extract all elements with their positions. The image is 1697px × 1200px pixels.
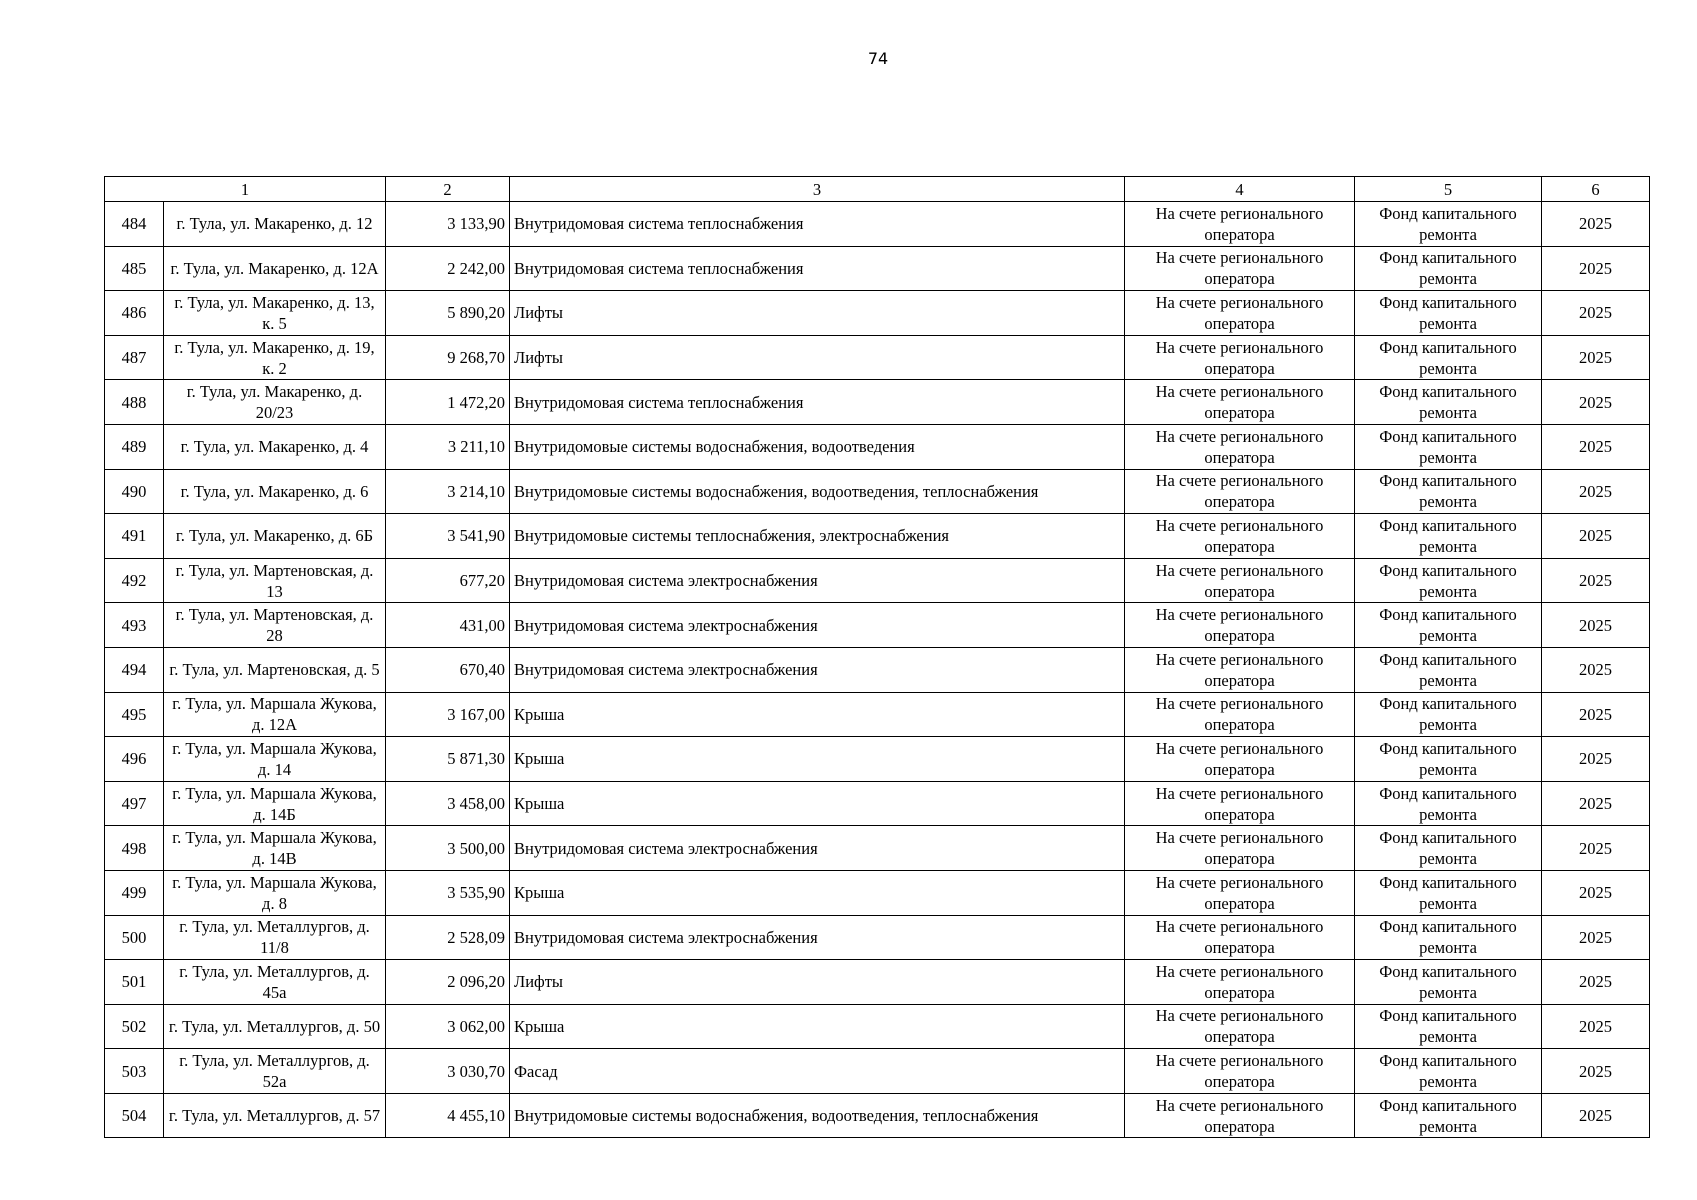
cost-cell: 3 535,90 [386, 870, 510, 915]
cost-cell: 3 541,90 [386, 514, 510, 559]
works-type-cell: Внутридомовые системы водоснабжения, водоотведения, теплоснабжения [510, 1093, 1125, 1138]
address-cell: г. Тула, ул. Макаренко, д. 12 [164, 202, 386, 247]
table-row [105, 647, 1650, 692]
account-method-cell: На счете регионального оператора [1125, 380, 1355, 425]
account-method-cell: На счете регионального оператора [1125, 692, 1355, 737]
cost-cell: 2 528,09 [386, 915, 510, 960]
works-type-cell: Лифты [510, 335, 1125, 380]
row-number-cell: 494 [105, 647, 164, 692]
table-row [105, 603, 1650, 648]
table-row [105, 246, 1650, 291]
works-type-cell: Внутридомовая система электроснабжения [510, 603, 1125, 648]
account-method-cell: На счете регионального оператора [1125, 737, 1355, 782]
column-header-1: 1 [105, 177, 386, 202]
row-number-cell: 492 [105, 558, 164, 603]
year-cell: 2025 [1542, 424, 1650, 469]
row-number-cell: 499 [105, 870, 164, 915]
page-number: 74 [867, 49, 889, 68]
row-number-cell: 502 [105, 1004, 164, 1049]
address-cell: г. Тула, ул. Маршала Жукова, д. 12А [164, 692, 386, 737]
row-number-cell: 488 [105, 380, 164, 425]
account-method-cell: На счете регионального оператора [1125, 469, 1355, 514]
works-type-cell: Внутридомовая система электроснабжения [510, 915, 1125, 960]
address-cell: г. Тула, ул. Мартеновская, д. 28 [164, 603, 386, 648]
address-cell: г. Тула, ул. Макаренко, д. 20/23 [164, 380, 386, 425]
column-header-4: 4 [1125, 177, 1355, 202]
account-method-cell: На счете регионального оператора [1125, 424, 1355, 469]
table-row [105, 960, 1650, 1005]
cost-cell: 3 500,00 [386, 826, 510, 871]
funding-source-cell: Фонд капитального ремонта [1355, 870, 1542, 915]
account-method-cell: На счете регионального оператора [1125, 603, 1355, 648]
funding-source-cell: Фонд капитального ремонта [1355, 647, 1542, 692]
address-cell: г. Тула, ул. Маршала Жукова, д. 14 [164, 737, 386, 782]
table-row [105, 558, 1650, 603]
row-number-cell: 484 [105, 202, 164, 247]
table-row [105, 1049, 1650, 1094]
year-cell: 2025 [1542, 647, 1650, 692]
row-number-cell: 498 [105, 826, 164, 871]
funding-source-cell: Фонд капитального ремонта [1355, 424, 1542, 469]
funding-source-cell: Фонд капитального ремонта [1355, 603, 1542, 648]
year-cell: 2025 [1542, 960, 1650, 1005]
table-body [105, 202, 1650, 1138]
funding-source-cell: Фонд капитального ремонта [1355, 737, 1542, 782]
works-type-cell: Внутридомовые системы водоснабжения, водоотведения [510, 424, 1125, 469]
year-cell: 2025 [1542, 826, 1650, 871]
row-number-cell: 503 [105, 1049, 164, 1094]
year-cell: 2025 [1542, 1049, 1650, 1094]
account-method-cell: На счете регионального оператора [1125, 781, 1355, 826]
year-cell: 2025 [1542, 335, 1650, 380]
account-method-cell: На счете регионального оператора [1125, 558, 1355, 603]
cost-cell: 2 096,20 [386, 960, 510, 1005]
address-cell: г. Тула, ул. Металлургов, д. 52а [164, 1049, 386, 1094]
row-number-cell: 487 [105, 335, 164, 380]
funding-source-cell: Фонд капитального ремонта [1355, 246, 1542, 291]
cost-cell: 670,40 [386, 647, 510, 692]
cost-cell: 2 242,00 [386, 246, 510, 291]
table-row [105, 737, 1650, 782]
funding-source-cell: Фонд капитального ремонта [1355, 1004, 1542, 1049]
address-cell: г. Тула, ул. Металлургов, д. 50 [164, 1004, 386, 1049]
cost-cell: 3 214,10 [386, 469, 510, 514]
account-method-cell: На счете регионального оператора [1125, 291, 1355, 336]
table-row [105, 335, 1650, 380]
funding-source-cell: Фонд капитального ремонта [1355, 514, 1542, 559]
address-cell: г. Тула, ул. Маршала Жукова, д. 8 [164, 870, 386, 915]
table-row [105, 826, 1650, 871]
cost-cell: 3 030,70 [386, 1049, 510, 1094]
table-row [105, 424, 1650, 469]
funding-source-cell: Фонд капитального ремонта [1355, 1049, 1542, 1094]
table-row [105, 202, 1650, 247]
account-method-cell: На счете регионального оператора [1125, 960, 1355, 1005]
address-cell: г. Тула, ул. Макаренко, д. 4 [164, 424, 386, 469]
cost-cell: 431,00 [386, 603, 510, 648]
funding-source-cell: Фонд капитального ремонта [1355, 558, 1542, 603]
account-method-cell: На счете регионального оператора [1125, 1004, 1355, 1049]
row-number-cell: 485 [105, 246, 164, 291]
funding-source-cell: Фонд капитального ремонта [1355, 469, 1542, 514]
works-type-cell: Внутридомовые системы теплоснабжения, электроснабжения [510, 514, 1125, 559]
address-cell: г. Тула, ул. Металлургов, д. 11/8 [164, 915, 386, 960]
capital-repair-table [104, 176, 1650, 1138]
table-row [105, 1004, 1650, 1049]
account-method-cell: На счете регионального оператора [1125, 870, 1355, 915]
address-cell: г. Тула, ул. Металлургов, д. 57 [164, 1093, 386, 1138]
table-row [105, 915, 1650, 960]
row-number-cell: 486 [105, 291, 164, 336]
address-cell: г. Тула, ул. Макаренко, д. 6 [164, 469, 386, 514]
column-header-6: 6 [1542, 177, 1650, 202]
works-type-cell: Крыша [510, 781, 1125, 826]
year-cell: 2025 [1542, 692, 1650, 737]
account-method-cell: На счете регионального оператора [1125, 1093, 1355, 1138]
column-header-5: 5 [1355, 177, 1542, 202]
funding-source-cell: Фонд капитального ремонта [1355, 335, 1542, 380]
row-number-cell: 493 [105, 603, 164, 648]
cost-cell: 3 167,00 [386, 692, 510, 737]
funding-source-cell: Фонд капитального ремонта [1355, 781, 1542, 826]
year-cell: 2025 [1542, 870, 1650, 915]
account-method-cell: На счете регионального оператора [1125, 202, 1355, 247]
address-cell: г. Тула, ул. Мартеновская, д. 13 [164, 558, 386, 603]
cost-cell: 3 458,00 [386, 781, 510, 826]
works-type-cell: Внутридомовые системы водоснабжения, водоотведения, теплоснабжения [510, 469, 1125, 514]
funding-source-cell: Фонд капитального ремонта [1355, 826, 1542, 871]
works-type-cell: Крыша [510, 692, 1125, 737]
account-method-cell: На счете регионального оператора [1125, 1049, 1355, 1094]
funding-source-cell: Фонд капитального ремонта [1355, 202, 1542, 247]
works-type-cell: Внутридомовая система теплоснабжения [510, 246, 1125, 291]
cost-cell: 1 472,20 [386, 380, 510, 425]
works-type-cell: Фасад [510, 1049, 1125, 1094]
table-row [105, 291, 1650, 336]
funding-source-cell: Фонд капитального ремонта [1355, 915, 1542, 960]
year-cell: 2025 [1542, 246, 1650, 291]
account-method-cell: На счете регионального оператора [1125, 826, 1355, 871]
cost-cell: 5 871,30 [386, 737, 510, 782]
address-cell: г. Тула, ул. Макаренко, д. 12А [164, 246, 386, 291]
address-cell: г. Тула, ул. Маршала Жукова, д. 14Б [164, 781, 386, 826]
table-row [105, 692, 1650, 737]
row-number-cell: 497 [105, 781, 164, 826]
table-row [105, 1093, 1650, 1138]
year-cell: 2025 [1542, 380, 1650, 425]
address-cell: г. Тула, ул. Металлургов, д. 45а [164, 960, 386, 1005]
funding-source-cell: Фонд капитального ремонта [1355, 1093, 1542, 1138]
table-row [105, 870, 1650, 915]
works-type-cell: Крыша [510, 870, 1125, 915]
year-cell: 2025 [1542, 603, 1650, 648]
year-cell: 2025 [1542, 514, 1650, 559]
cost-cell: 9 268,70 [386, 335, 510, 380]
works-type-cell: Лифты [510, 291, 1125, 336]
works-type-cell: Крыша [510, 1004, 1125, 1049]
year-cell: 2025 [1542, 781, 1650, 826]
year-cell: 2025 [1542, 291, 1650, 336]
works-type-cell: Внутридомовая система теплоснабжения [510, 202, 1125, 247]
table-row [105, 380, 1650, 425]
year-cell: 2025 [1542, 1093, 1650, 1138]
year-cell: 2025 [1542, 737, 1650, 782]
funding-source-cell: Фонд капитального ремонта [1355, 692, 1542, 737]
row-number-cell: 491 [105, 514, 164, 559]
works-type-cell: Крыша [510, 737, 1125, 782]
works-type-cell: Внутридомовая система электроснабжения [510, 647, 1125, 692]
account-method-cell: На счете регионального оператора [1125, 246, 1355, 291]
column-header-2: 2 [386, 177, 510, 202]
row-number-cell: 500 [105, 915, 164, 960]
cost-cell: 3 133,90 [386, 202, 510, 247]
account-method-cell: На счете регионального оператора [1125, 647, 1355, 692]
cost-cell: 4 455,10 [386, 1093, 510, 1138]
works-type-cell: Внутридомовая система электроснабжения [510, 558, 1125, 603]
table-row [105, 469, 1650, 514]
funding-source-cell: Фонд капитального ремонта [1355, 960, 1542, 1005]
cost-cell: 677,20 [386, 558, 510, 603]
address-cell: г. Тула, ул. Макаренко, д. 6Б [164, 514, 386, 559]
works-type-cell: Лифты [510, 960, 1125, 1005]
cost-cell: 3 062,00 [386, 1004, 510, 1049]
row-number-cell: 489 [105, 424, 164, 469]
address-cell: г. Тула, ул. Маршала Жукова, д. 14В [164, 826, 386, 871]
row-number-cell: 501 [105, 960, 164, 1005]
address-cell: г. Тула, ул. Макаренко, д. 13, к. 5 [164, 291, 386, 336]
row-number-cell: 496 [105, 737, 164, 782]
year-cell: 2025 [1542, 202, 1650, 247]
cost-cell: 3 211,10 [386, 424, 510, 469]
works-type-cell: Внутридомовая система теплоснабжения [510, 380, 1125, 425]
account-method-cell: На счете регионального оператора [1125, 514, 1355, 559]
address-cell: г. Тула, ул. Мартеновская, д. 5 [164, 647, 386, 692]
account-method-cell: На счете регионального оператора [1125, 335, 1355, 380]
funding-source-cell: Фонд капитального ремонта [1355, 291, 1542, 336]
column-number-header-row [105, 177, 1650, 202]
year-cell: 2025 [1542, 915, 1650, 960]
column-header-3: 3 [510, 177, 1125, 202]
year-cell: 2025 [1542, 469, 1650, 514]
address-cell: г. Тула, ул. Макаренко, д. 19, к. 2 [164, 335, 386, 380]
year-cell: 2025 [1542, 1004, 1650, 1049]
row-number-cell: 504 [105, 1093, 164, 1138]
funding-source-cell: Фонд капитального ремонта [1355, 380, 1542, 425]
cost-cell: 5 890,20 [386, 291, 510, 336]
table-row [105, 514, 1650, 559]
table-row [105, 781, 1650, 826]
account-method-cell: На счете регионального оператора [1125, 915, 1355, 960]
year-cell: 2025 [1542, 558, 1650, 603]
row-number-cell: 490 [105, 469, 164, 514]
works-type-cell: Внутридомовая система электроснабжения [510, 826, 1125, 871]
row-number-cell: 495 [105, 692, 164, 737]
